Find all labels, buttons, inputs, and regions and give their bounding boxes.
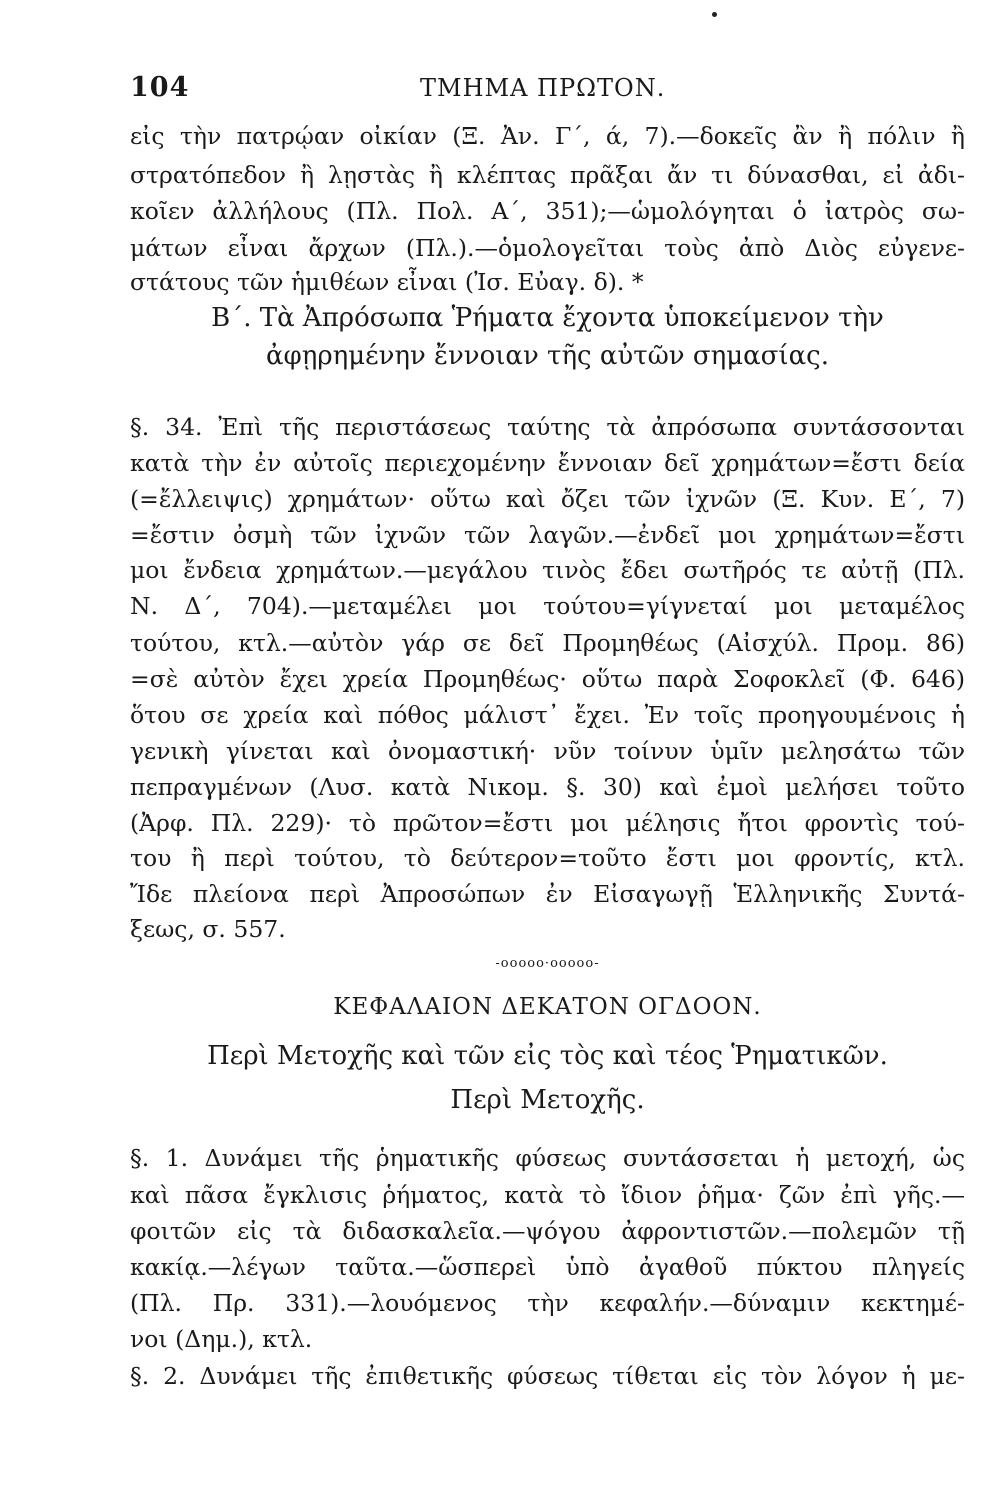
section-subtitle: Περὶ Μετοχῆς. [450, 1085, 645, 1115]
text-line: κοῖεν ἀλλήλους (Πλ. Πολ. Α΄, 351);—ὡμολόγηται ὁ ἰατρὸς σω- [130, 197, 965, 225]
text-line: γενικὴ γίνεται καὶ ὀνομαστική· νῦν τοίνυν ὑμῖν μελησάτω τῶν [130, 737, 965, 765]
text-line: =ἔστιν ὀσμὴ τῶν ἰχνῶν τῶν λαγῶν.—ἐνδεῖ μοι χρημάτων=ἔστι [130, 521, 965, 549]
text-line: καὶ πᾶσα ἔγκλισις ῥήματος, κατὰ τὸ ἴδιον ῥῆμα· ζῶν ἐπὶ γῆς.— [130, 1181, 965, 1209]
text-line: μάτων εἶναι ἄρχων (Πλ.).—ὁμολογεῖται τοὺς ἀπὸ Διὸς εὐγενε- [130, 234, 965, 262]
text-line: (=ἔλλειψις) χρημάτων· οὕτω καὶ ὄζει τῶν ἰχνῶν (Ξ. Κυν. Ε΄, 7) [130, 485, 965, 513]
text-line: κατὰ τὴν ἐν αὐτοῖς περιεχομένην ἔννοιαν δεῖ χρημάτων=ἔστι δεία [130, 449, 965, 477]
text-line: τούτου, κτλ.—αὐτὸν γάρ σε δεῖ Προμηθέως (Αἰσχύλ. Προμ. 86) [130, 629, 965, 657]
page-header [130, 72, 830, 106]
chapter-subtitle: Περὶ Μετοχῆς καὶ τῶν εἰς τὸς καὶ τέος Ῥηματικῶν. [207, 1041, 888, 1071]
text-line: εἰς τὴν πατρῴαν οἰκίαν (Ξ. Ἀν. Γ΄, ά, 7).—δοκεῖς ἂν ἢ πόλιν ἢ [130, 122, 965, 150]
text-line: §. 34. Ἐπὶ τῆς περιστάσεως ταύτης τὰ ἀπρόσωπα συντάσσονται [130, 413, 965, 441]
text-line: νοι (Δημ.), κτλ. [130, 1325, 313, 1353]
text-line: πεπραγμένων (Λυσ. κατὰ Νικομ. §. 30) καὶ ἐμοὶ μελήσει τοῦτο [130, 773, 965, 801]
text-line: φοιτῶν εἰς τὰ διδασκαλεῖα.—ψόγου ἀφροντιστῶν.—πολεμῶν τῇ [130, 1217, 965, 1245]
text-line: Ν. Δ΄, 704).—μεταμέλει μοι τούτου=γίγνεταί μοι μεταμέλος [130, 592, 965, 620]
section-heading-continued: ἀφῃρημένην ἔννοιαν τῆς αὐτῶν σημασίας. [266, 341, 829, 371]
section-heading: Β΄. Τὰ Ἀπρόσωπα Ῥήματα ἔχοντα ὑποκείμενον τὴν [211, 303, 884, 333]
text-line: §. 2. Δυνάμει τῆς ἐπιθετικῆς φύσεως τίθεται εἰς τὸν λόγον ἡ με- [130, 1362, 965, 1390]
text-line: μοι ἔνδεια χρημάτων.—μεγάλου τινὸς ἔδει σωτῆρός τε αὐτῇ (Πλ. [130, 556, 965, 584]
text-line: Ἴδε πλείονα περὶ Ἀπροσώπων ἐν Εἰσαγωγῇ Ἑλληνικῆς Συντά- [130, 880, 965, 908]
text-line: του ἢ περὶ τούτου, τὸ δεύτερον=τοῦτο ἔστι μοι φροντίς, κτλ. [130, 844, 965, 872]
page-number: 104 [130, 72, 190, 103]
text-line: (Πλ. Πρ. 331).—λουόμενος τὴν κεφαλήν.—δύναμιν κεκτημέ- [130, 1289, 965, 1317]
text-line: =σὲ αὐτὸν ἔχει χρεία Προμηθέως· οὕτω παρὰ Σοφοκλεῖ (Φ. 646) [130, 665, 965, 693]
speck-mark [712, 12, 717, 17]
chapter-heading: ΚΕΦΑΛΑΙΟΝ ΔΕΚΑΤΟΝ ΟΓΔΟΟΝ. [333, 994, 762, 1020]
text-line: κακίᾳ.—λέγων ταῦτα.—ὥσπερεὶ ὑπὸ ἀγαθοῦ πύκτου πληγείς [130, 1253, 965, 1281]
text-line: ξεως, σ. 557. [130, 915, 286, 943]
text-line: (Ἀρφ. Πλ. 229)· τὸ πρῶτον=ἔστι μοι μέλησις ἤτοι φροντὶς τού- [130, 809, 965, 837]
running-head: ΤΜΗΜΑ ΠΡΩΤΟΝ. [420, 74, 666, 102]
ornament-divider: -ooooo·ooooo- [495, 956, 600, 971]
text-line: ὅτου σε χρεία καὶ πόθος μάλιστ᾽ ἔχει. Ἐν τοῖς προηγουμένοις ἡ [130, 701, 965, 729]
text-line: στρατόπεδον ἢ λῃστὰς ἢ κλέπτας πρᾶξαι ἄν τι δύνασθαι, εἰ ἀδι- [130, 161, 965, 189]
text-line: §. 1. Δυνάμει τῆς ῥηματικῆς φύσεως συντάσσεται ἡ μετοχή, ὡς [130, 1144, 965, 1172]
text-line: στάτους τῶν ἡμιθέων εἶναι (Ἰσ. Εὐαγ. δ). * [130, 268, 644, 296]
